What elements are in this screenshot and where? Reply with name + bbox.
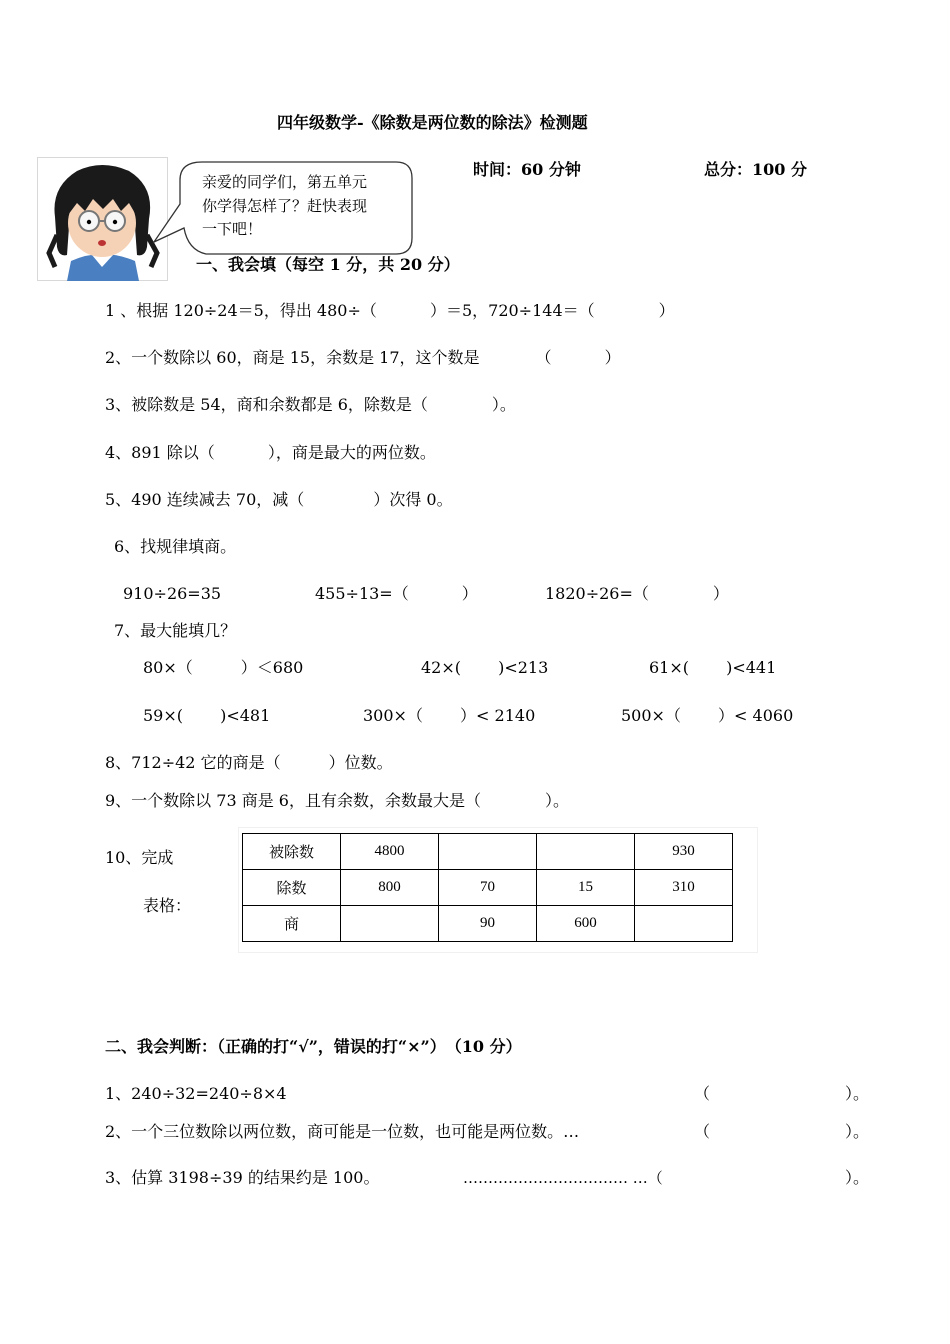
student-portrait-image bbox=[37, 157, 168, 281]
question-7-item-4: 59×( )<481 bbox=[143, 706, 271, 725]
question-6: 6、找规律填商。 bbox=[114, 537, 237, 556]
table-cell: 商 bbox=[243, 906, 341, 942]
bubble-line-1: 亲爱的同学们，第五单元 bbox=[202, 173, 368, 191]
question-5: 5、490 连续减去 70，减（ ）次得 0。 bbox=[105, 490, 453, 509]
question-7: 7、最大能填几？ bbox=[114, 621, 237, 640]
table-row bbox=[243, 834, 733, 870]
table-cell: 90 bbox=[439, 906, 537, 942]
question-3: 3、被除数是 54，商和余数都是 6，除数是（ ）。 bbox=[105, 395, 516, 414]
section-2-heading: 二、我会判断：（正确的打“√”，错误的打“×”） （10 分） bbox=[105, 1037, 522, 1056]
question-7-item-5: 300×（ ）< 2140 bbox=[363, 706, 536, 725]
judge-item-3-text: 3、估算 3198÷39 的结果约是 100。 bbox=[105, 1168, 380, 1187]
question-7-item-2: 42×( )<213 bbox=[421, 658, 549, 677]
bubble-line-3: 一下吧！ bbox=[202, 220, 263, 238]
question-7-item-1: 80×（ ）＜680 bbox=[143, 658, 304, 677]
table-cell bbox=[635, 906, 733, 942]
table-cell: 800 bbox=[341, 870, 439, 906]
question-6-item-1: 910÷26=35 bbox=[123, 584, 222, 603]
question-1: 1 、根据 120÷24＝5，得出 480÷（ ）＝5，720÷144＝（ ） bbox=[105, 301, 675, 320]
table-cell: 除数 bbox=[243, 870, 341, 906]
judge-item-2-text: 2、一个三位数除以两位数，商可能是一位数，也可能是两位数。… bbox=[105, 1122, 580, 1141]
judge-item-1-paren-right: ）。 bbox=[845, 1084, 870, 1103]
question-7-item-3: 61×( )<441 bbox=[649, 658, 777, 677]
page-title: 四年级数学-《除数是两位数的除法》检测题 bbox=[277, 113, 588, 132]
table-cell: 70 bbox=[439, 870, 537, 906]
question-6-item-2: 455÷13=（ ） bbox=[315, 584, 478, 603]
table-cell: 600 bbox=[537, 906, 635, 942]
question-6-item-3: 1820÷26=（ ） bbox=[545, 584, 729, 603]
question-9: 9、一个数除以 73 商是 6，且有余数，余数最大是（ ）。 bbox=[105, 791, 569, 810]
question-10-label-a: 10、完成 bbox=[105, 848, 174, 867]
question-8: 8、712÷42 它的商是（ ）位数。 bbox=[105, 753, 393, 772]
table-cell: 被除数 bbox=[243, 834, 341, 870]
table-cell: 4800 bbox=[341, 834, 439, 870]
question-7-item-6: 500×（ ）< 4060 bbox=[621, 706, 794, 725]
question-2: 2、一个数除以 60，商是 15，余数是 17，这个数是 （ ） bbox=[105, 348, 621, 367]
total-score: 总分：100 分 bbox=[704, 160, 807, 179]
time-limit: 时间：60 分钟 bbox=[473, 160, 581, 179]
bubble-line-2: 你学得怎样了？赶快表现 bbox=[202, 197, 368, 215]
judge-item-1-text: 1、240÷32=240÷8×4 bbox=[105, 1084, 287, 1103]
question-10-label-b: 表格： bbox=[143, 896, 192, 915]
judge-item-2-paren-right: ）。 bbox=[845, 1122, 870, 1141]
table-cell: 15 bbox=[537, 870, 635, 906]
section-1-heading: 一、我会填（每空 1 分，共 20 分） bbox=[196, 255, 460, 274]
table-cell bbox=[439, 834, 537, 870]
table-row bbox=[243, 870, 733, 906]
judge-item-1-paren-left: （ bbox=[694, 1084, 711, 1103]
judge-item-3-dots: …………………………… …（ bbox=[463, 1169, 663, 1187]
judge-item-3-paren-right: ）。 bbox=[845, 1168, 870, 1187]
question-4: 4、891 除以（ ），商是最大的两位数。 bbox=[105, 443, 436, 462]
table-cell: 310 bbox=[635, 870, 733, 906]
division-table bbox=[242, 833, 733, 942]
judge-item-2-paren-left: （ bbox=[694, 1122, 711, 1141]
table-cell bbox=[537, 834, 635, 870]
table-cell: 930 bbox=[635, 834, 733, 870]
table-cell bbox=[341, 906, 439, 942]
table-row bbox=[243, 906, 733, 942]
